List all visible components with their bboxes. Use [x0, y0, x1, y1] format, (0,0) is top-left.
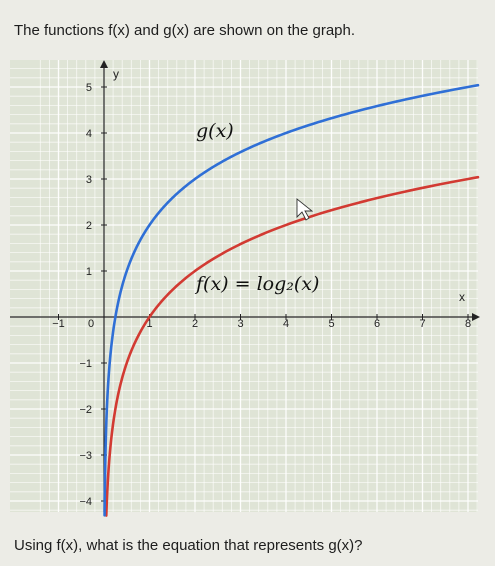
y-tick-label: 1: [85, 266, 92, 278]
y-tick-label: −4: [79, 496, 92, 508]
x-tick-label: 8: [464, 318, 472, 330]
x-tick-label: 2: [191, 318, 199, 330]
question-prompt: The functions f(x) and g(x) are shown on the graph.: [14, 22, 356, 39]
y-tick-label: 4: [85, 128, 92, 140]
y-tick-label: −2: [79, 404, 92, 416]
y-axis-label: y: [113, 67, 119, 81]
y-tick-label: 2: [85, 220, 92, 232]
x-tick-label: 4: [282, 318, 290, 330]
x-tick-label: 3: [237, 318, 244, 330]
question-ask: Using f(x), what is the equation that represents g(x)?: [14, 537, 363, 554]
y-tick-label: −3: [79, 450, 92, 462]
y-tick-label: −1: [79, 358, 92, 370]
y-tick-label: 3: [85, 174, 92, 186]
annotation-f-label: f(x) = log₂(x): [196, 273, 320, 295]
x-axis-label: x: [459, 290, 465, 304]
x-tick-label: 1: [146, 318, 153, 330]
x-tick-label: 5: [328, 318, 335, 330]
annotation-g-label: g(x): [196, 120, 234, 142]
x-tick-label: 6: [373, 318, 381, 330]
x-tick-label: −1: [52, 318, 65, 330]
x-tick-label: 7: [419, 318, 426, 330]
y-tick-label: 5: [85, 82, 92, 94]
x-tick-label: 0: [87, 318, 95, 330]
